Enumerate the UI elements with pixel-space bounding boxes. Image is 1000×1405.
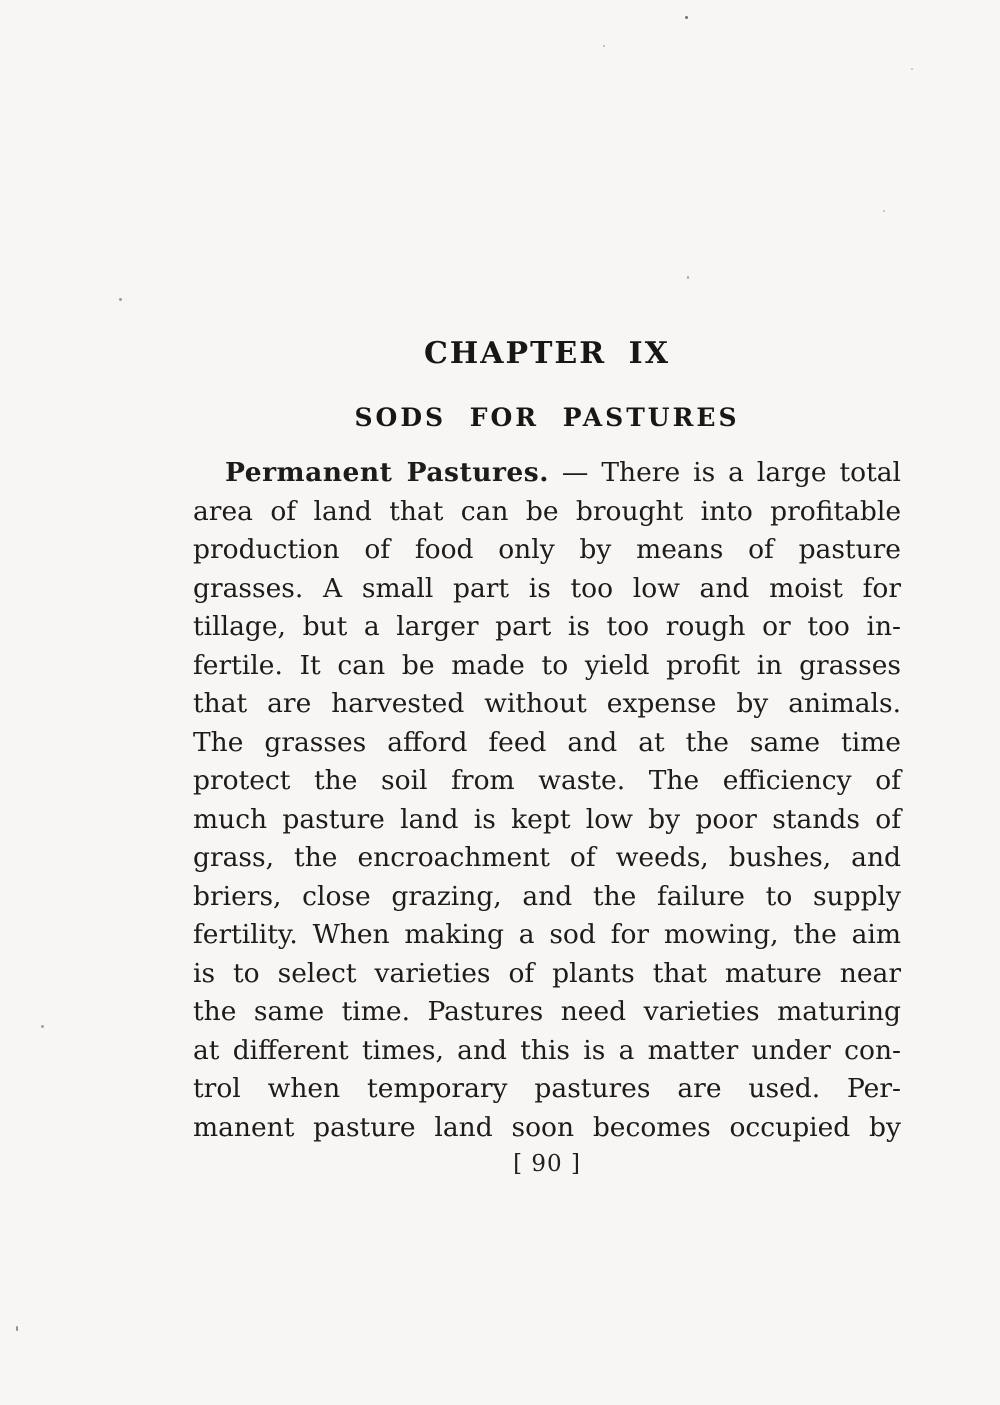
paragraph-line: grass, the encroachment of weeds, bushes, and xyxy=(193,842,901,873)
paragraph-line-text: — There is a large total xyxy=(561,457,901,488)
paragraph-line: the same time. Pastures need varieties maturing xyxy=(193,996,901,1027)
scan-speck xyxy=(883,210,885,212)
scan-speck xyxy=(16,1326,18,1331)
paragraph-line: The grasses afford feed and at the same time xyxy=(193,726,901,758)
scan-speck xyxy=(685,16,688,19)
paragraph-lead: Permanent Pastures. xyxy=(225,457,549,488)
section-title: SODS FOR PASTURES xyxy=(354,403,740,432)
scan-speck xyxy=(119,298,122,301)
page-number: [ 90 ] xyxy=(513,1151,581,1177)
scan-speck xyxy=(603,45,605,47)
paragraph-line: tillage, but a larger part is too rough or too in- xyxy=(193,611,901,642)
paragraph-line: fertility. When making a sod for mowing, the aim xyxy=(193,919,901,950)
paragraph-line: area of land that can be brought into profitable xyxy=(193,495,901,527)
scan-speck xyxy=(41,1025,44,1028)
paragraph-line: briers, close grazing, and the failure to supply xyxy=(193,880,901,912)
paragraph-line: production of food only by means of pasture xyxy=(193,534,901,565)
paragraph-line: that are harvested without expense by animals. xyxy=(193,688,901,719)
paragraph-line xyxy=(193,454,901,493)
body-paragraph xyxy=(193,454,901,1147)
paragraph-line: grasses. A small part is too low and moist for xyxy=(193,572,901,604)
paragraph-line: trol when temporary pastures are used. Per- xyxy=(193,1073,901,1104)
paragraph-line: fertile. It can be made to yield profit in grasses xyxy=(193,649,901,681)
paragraph-line: at different times, and this is a matter under con- xyxy=(193,1034,901,1066)
paragraph-line: manent pasture land soon becomes occupied by xyxy=(193,1111,901,1143)
scan-speck xyxy=(911,68,913,70)
paragraph-line: protect the soil from waste. The efficiency of xyxy=(193,765,901,796)
scan-speck xyxy=(687,276,689,279)
text-block xyxy=(193,336,901,1177)
paragraph-line: much pasture land is kept low by poor stands of xyxy=(193,803,901,835)
chapter-heading: CHAPTER IX xyxy=(424,336,670,371)
paragraph-line: is to select varieties of plants that mature near xyxy=(193,957,901,989)
